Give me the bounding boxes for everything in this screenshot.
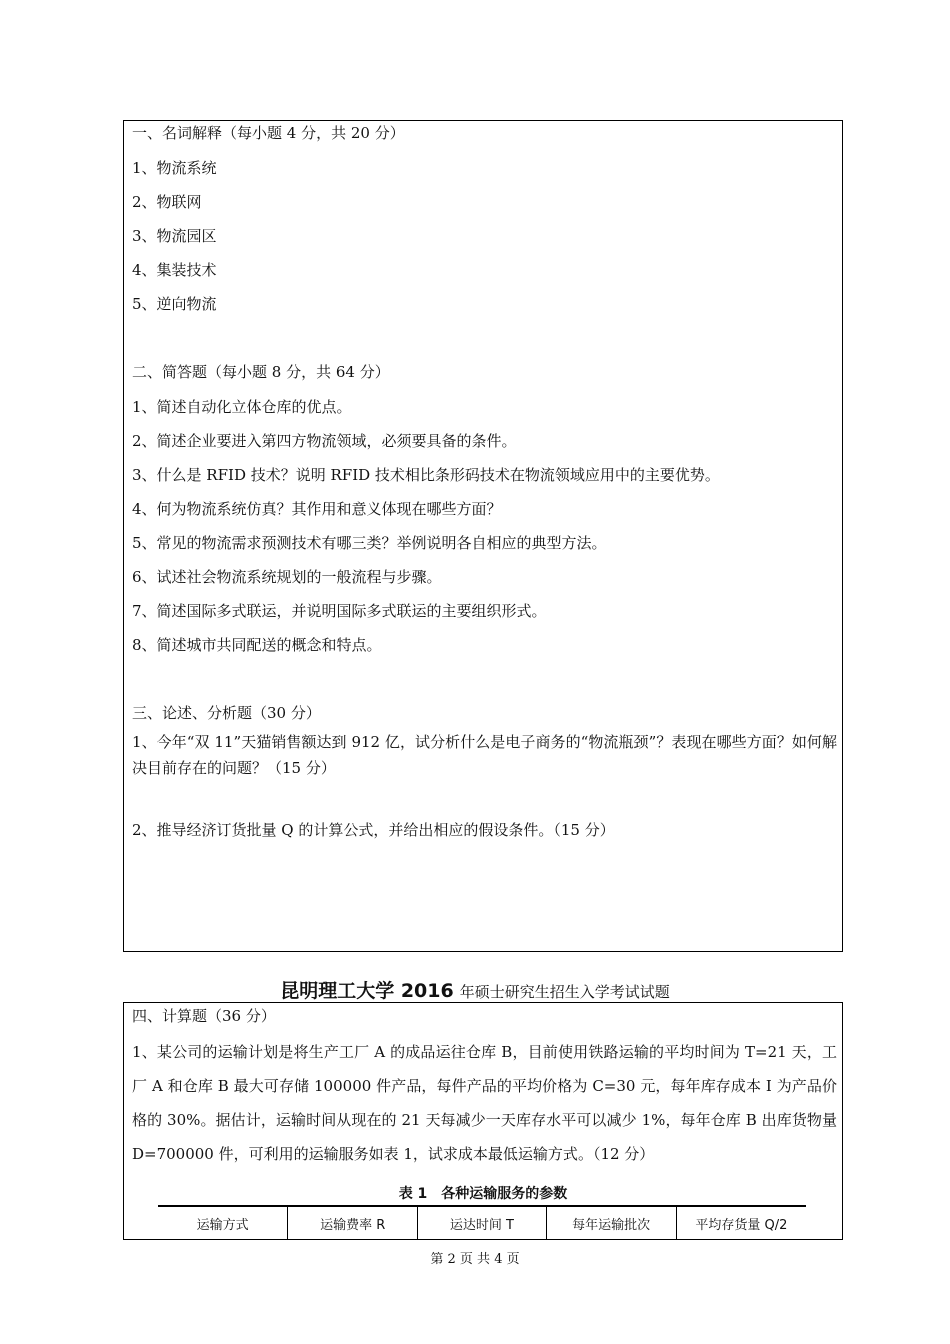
list-item: 7、简述国际多式联运，并说明国际多式联运的主要组织形式。 bbox=[132, 602, 547, 620]
transport-parameters-table bbox=[158, 1205, 806, 1240]
section3-question-1: 1、今年“双 11”天猫销售额达到 912 亿，试分析什么是电子商务的“物流瓶颈”？表现在哪些方面？如何解决目前存在的问题？（15 分） bbox=[132, 733, 837, 777]
section4-question-1: 1、某公司的运输计划是将生产工厂 A 的成品运往仓库 B，目前使用铁路运输的平均时间为 T=21 天，工厂 A 和仓库 B 最大可存储 100000 件产品，每件产品的平均价格为 C=30 元，每年库存成本 I 为产品价格的 30%。据估计，运输时间从现在的 21 天每减少一天库存水平可以减少 1%，每年仓库 B 出库货物量 D=700000 件，可利用的运输服务如表 1，试求成本最低运输方式。（12 分） bbox=[132, 1043, 837, 1163]
list-item: 4、集装技术 bbox=[132, 261, 217, 279]
page-footer: 第 2 页 共 4 页 bbox=[430, 1252, 520, 1267]
list-item: 5、常见的物流需求预测技术有哪三类？举例说明各自相应的典型方法。 bbox=[132, 534, 607, 552]
list-item: 3、物流园区 bbox=[132, 227, 217, 245]
table-header-row bbox=[158, 1206, 806, 1240]
section3-question-2: 2、推导经济订货批量 Q 的计算公式，并给出相应的假设条件。（15 分） bbox=[132, 821, 615, 839]
list-item: 4、何为物流系统仿真？其作用和意义体现在哪些方面？ bbox=[132, 500, 502, 518]
section2-heading: 二、简答题（每小题 8 分，共 64 分） bbox=[132, 363, 390, 381]
column-header: 平均存货量 Q/2 bbox=[676, 1206, 806, 1240]
column-header: 运输方式 bbox=[158, 1206, 288, 1240]
column-header: 运输费率 R bbox=[288, 1206, 418, 1240]
list-item: 1、物流系统 bbox=[132, 159, 217, 177]
list-item: 2、物联网 bbox=[132, 193, 202, 211]
page-title bbox=[0, 980, 950, 1003]
column-header: 运达时间 T bbox=[418, 1206, 546, 1240]
list-item: 5、逆向物流 bbox=[132, 295, 217, 313]
section4-heading: 四、计算题（36 分） bbox=[132, 1007, 276, 1025]
list-item: 6、试述社会物流系统规划的一般流程与步骤。 bbox=[132, 568, 442, 586]
section1-heading: 一、名词解释（每小题 4 分，共 20 分） bbox=[132, 124, 405, 142]
university-name: 昆明理工大学 2016 bbox=[280, 980, 454, 1002]
list-item: 1、简述自动化立体仓库的优点。 bbox=[132, 398, 352, 416]
list-item: 3、什么是 RFID 技术？说明 RFID 技术相比条形码技术在物流领域应用中的主要优势。 bbox=[132, 466, 720, 484]
list-item: 8、简述城市共同配送的概念和特点。 bbox=[132, 636, 382, 654]
section3-heading: 三、论述、分析题（30 分） bbox=[132, 704, 321, 722]
list-item: 2、简述企业要进入第四方物流领域，必须要具备的条件。 bbox=[132, 432, 517, 450]
column-header: 每年运输批次 bbox=[546, 1206, 676, 1240]
title-rest: 年硕士研究生招生入学考试试题 bbox=[459, 983, 670, 1001]
table-caption: 表 1 各种运输服务的参数 bbox=[398, 1186, 568, 1202]
